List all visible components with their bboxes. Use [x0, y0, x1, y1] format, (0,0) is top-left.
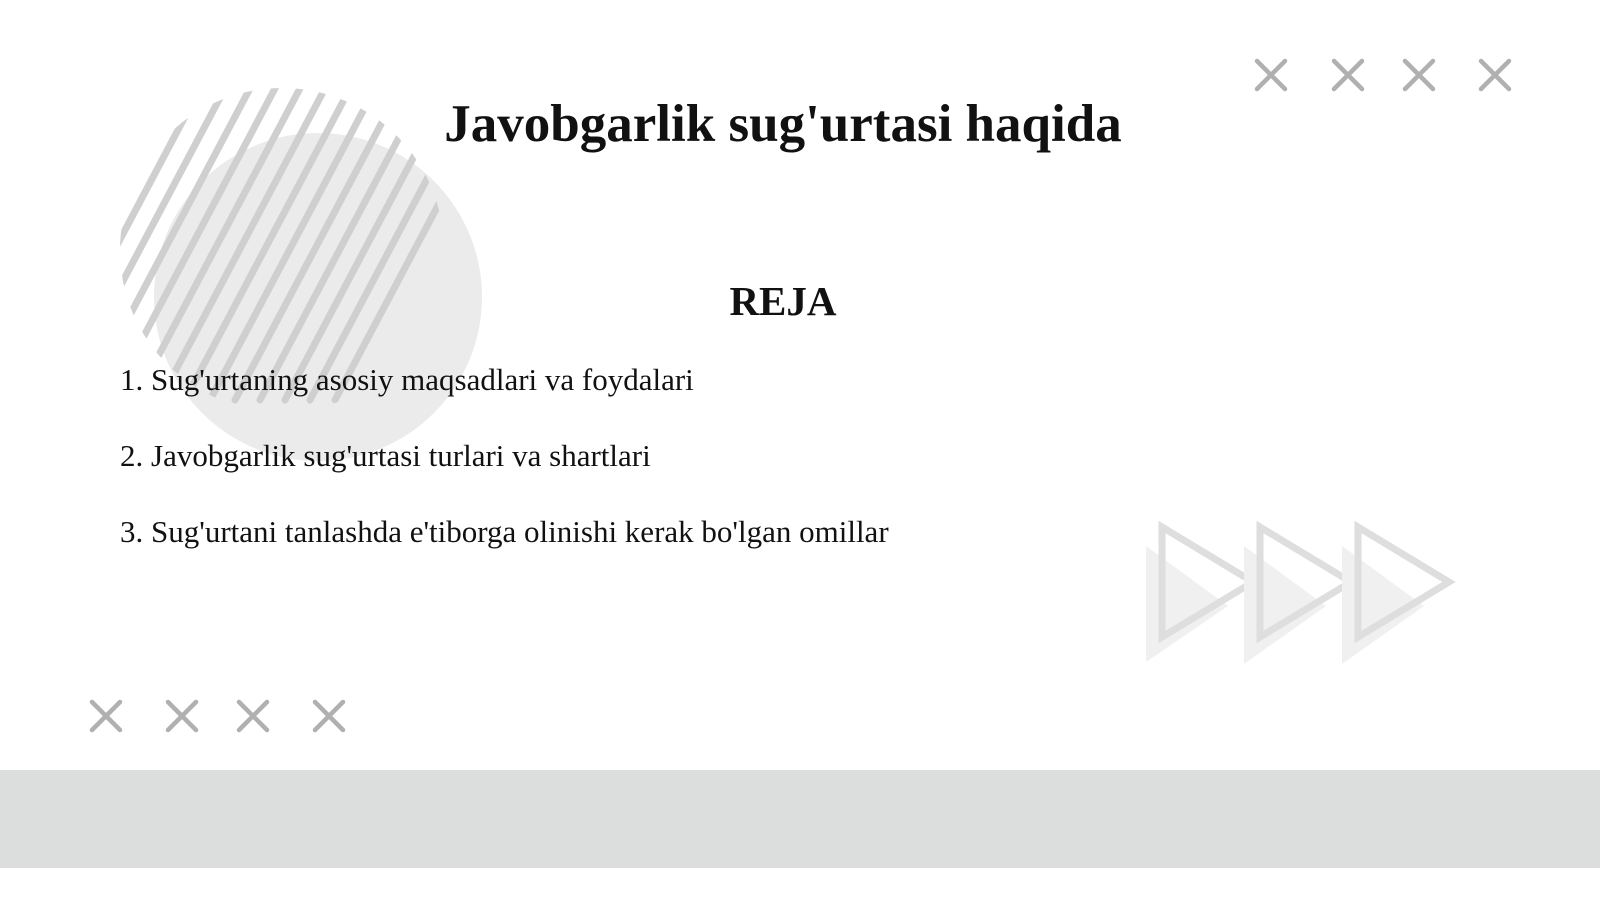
close-x-icon: [1481, 61, 1509, 89]
plan-item: 1. Sug'urtaning asosiy maqsadlari va foydalari: [120, 362, 694, 397]
close-x-icon: [315, 702, 343, 730]
close-x-icon: [1405, 61, 1433, 89]
plan-list: [120, 360, 889, 588]
decor-x-icons-bottom-left: [92, 702, 343, 730]
section-heading-text: REJA: [729, 278, 837, 324]
plan-item: 2. Javobgarlik sug'urtasi turlari va shartlari: [120, 438, 651, 473]
close-x-icon: [168, 702, 196, 730]
plan-item: 3. Sug'urtani tanlashda e'tiborga olinishi kerak bo'lgan omillar: [120, 514, 889, 549]
decor-play-arrows: [1146, 527, 1449, 664]
decor-x-icons-top-right: [1257, 61, 1509, 89]
close-x-icon: [92, 702, 120, 730]
slide-title: [0, 92, 1600, 156]
footer-band: [0, 770, 1600, 868]
play-triangle-icon: [1244, 527, 1351, 664]
section-heading: [0, 276, 1600, 326]
close-x-icon: [1257, 61, 1285, 89]
play-triangle-icon: [1146, 527, 1253, 662]
slide-title-text: Javobgarlik sug'urtasi haqida: [444, 95, 1122, 153]
play-triangle-icon: [1342, 527, 1449, 664]
close-x-icon: [239, 702, 267, 730]
close-x-icon: [1334, 61, 1362, 89]
